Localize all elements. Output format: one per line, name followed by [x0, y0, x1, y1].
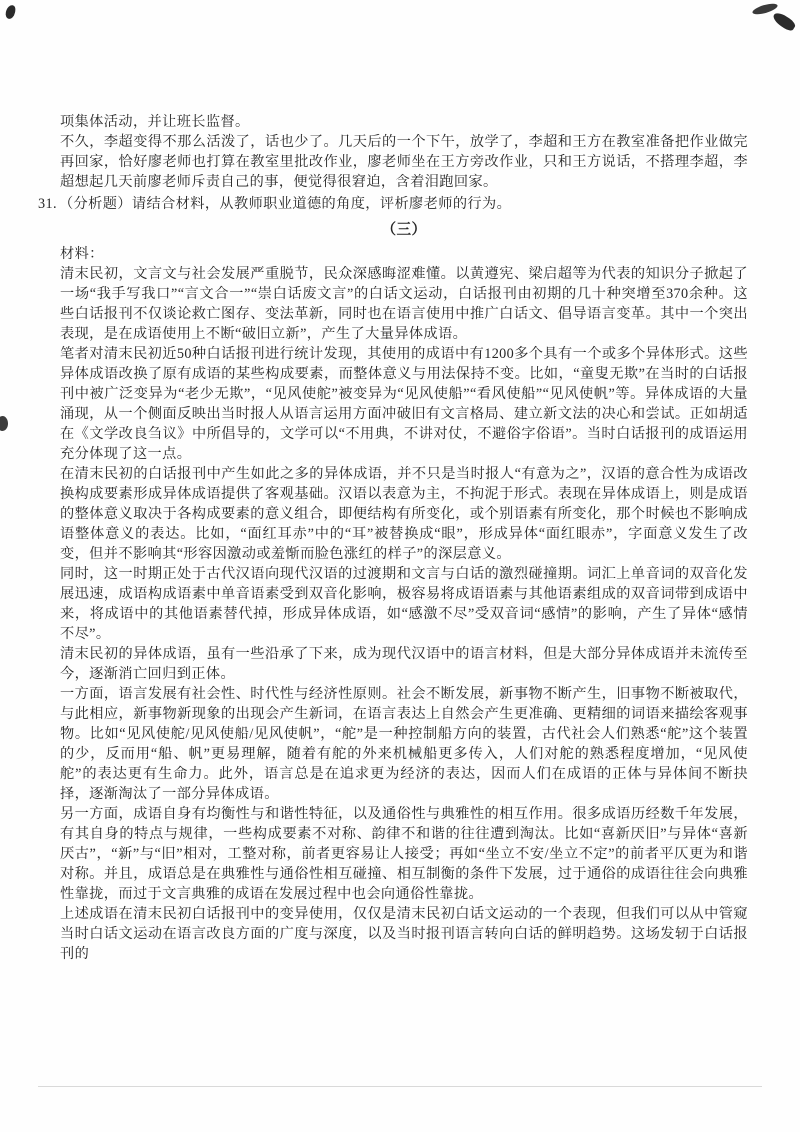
material-paragraph-1: 清末民初，文言文与社会发展严重脱节，民众深感晦涩难懂。以黄遵宪、梁启超等为代表的知识分子掀起了一场“我手写我口”“言文合一”“崇白话废文言”的白话文运动，白话报刊由初期的几十种突增至370余种。这些白话报刊不仅谈论救亡图存、变法革新，同时也在语言使用中推广白话文、倡导语言变革。其中一个突出表现，是在成语使用上不断“破旧立新”，产生了大量异体成语。 [60, 266, 748, 342]
material-paragraph-5: 清末民初的异体成语，虽有一些沿承了下来，成为现代汉语中的语言材料，但是大部分异体成语并未流传至今，逐渐消亡回归到正体。 [60, 646, 748, 682]
scan-artifact-top-left [5, 4, 17, 20]
scan-artifact-left-edge [0, 416, 8, 431]
question-31 [38, 194, 748, 214]
narrative-paragraph: 不久，李超变得不那么活泼了，话也少了。几天后的一个下午，放学了，李超和王方在教室准备把作业做完再回家，恰好廖老师也打算在教室里批改作业，廖老师坐在王方旁改作业，只和王方说话，不搭理李超，李超想起几天前廖老师斥责自己的事，便觉得很窘迫，含着泪跑回家。 [60, 134, 748, 190]
question-text: 请结合材料，从教师职业道德的角度，评析廖老师的行为。 [131, 196, 512, 212]
material-paragraph-4: 同时，这一时期正处于古代汉语向现代汉语的过渡期和文言与白话的激烈碰撞期。词汇上单音词的双音化发展迅速，成语构成语素中单音语素受到双音化影响，极容易将成语语素与其他语素组成的双音词带到成语中来，将成语中的其他语素替代掉，形成异体成语，如“感激不尽”受双音词“感情”的影响，产生了异体“感情不尽”。 [60, 566, 748, 642]
section-title: （三） [381, 222, 427, 238]
material-paragraph-7: 另一方面，成语自身有均衡性与和谐性特征，以及通俗性与典雅性的相互作用。很多成语历经数千年发展，有其自身的特点与规律，一些构成要素不对称、韵律不和谐的往往遭到淘汰。比如“喜新厌旧”与异体“喜新厌古”，“新”与“旧”相对，工整对称，前者更容易让人接受；再如“坐立不安/坐立不定”的前者平仄更为和谐对称。并且，成语总是在典雅性与通俗性相互碰撞、相互制衡的条件下发展，过于通俗的成语往往会向典雅性靠拢，而过于文言典雅的成语在发展过程中也会向通俗性靠拢。 [60, 806, 748, 902]
material-paragraph-6: 一方面，语言发展有社会性、时代性与经济性原则。社会不断发展，新事物不断产生，旧事物不断被取代，与此相应，新事物新现象的出现会产生新词，在语言表达上自然会产生更准确、更精细的词语来描绘客观事物。比如“见风使舵/见风使船/见风使帆”，“舵”是一种控制船方向的装置，古代社会人们熟悉“舵”这个装置的少，反而用“船、帆”更易理解，随着有舵的外来机械船更多传入，人们对舵的熟悉程度增加，“见风使舵”的表达更有生命力。此外，语言总是在追求更为经济的表达，因而人们在成语的正体与异体间不断抉择，逐渐淘汰了一部分异体成语。 [60, 686, 748, 802]
page-bottom-rule [38, 1086, 762, 1087]
material-paragraph-2: 笔者对清末民初近50种白话报刊进行统计发现，其使用的成语中有1200多个具有一个或多个异体形式。这些异体成语改换了原有成语的某些构成要素，而整体意义与用法保持不变。比如，“童叟无欺”在当时的白话报刊中被广泛变异为“老少无欺”，“见风使舵”被变异为“见风使船”“看风使船”“见风使帆”等。异体成语的大量涌现，从一个侧面反映出当时报人从语言运用方面冲破旧有文言格局、建立新文法的决心和尝试。正如胡适在《文学改良刍议》中所倡导的，文学可以“不用典，不讲对仗，不避俗字俗语”。当时白话报刊的成语运用充分体现了这一点。 [60, 346, 748, 462]
continuation-line: 项集体活动，并让班长监督。 [60, 114, 250, 130]
question-number: 31. [38, 196, 57, 212]
scan-artifact-top-right-2 [771, 10, 797, 32]
question-type-label: （分析题） [58, 196, 132, 212]
material-paragraph-3: 在清末民初的白话报刊中产生如此之多的异体成语，并不只是当时报人“有意为之”，汉语的意合性为成语改换构成要素形成异体成语提供了客观基础。汉语以表意为主，不拘泥于形式。表现在异体成语上，则是成语的整体意义取决于各构成要素的意义组合，即便结构有所变化，或个别语素有所变化，那个时候也不影响成语整体意义的表达。比如，“面红耳赤”中的“耳”被替换成“眼”，形成异体“面红眼赤”，字面意义发生了改变，但并不影响其“形容因激动或羞惭而脸色涨红的样子”的深层意义。 [60, 466, 748, 562]
material-label: 材料： [60, 246, 104, 262]
material-paragraph-8: 上述成语在清末民初白话报刊中的变异使用，仅仅是清末民初白话文运动的一个表现，但我们可以从中管窥当时白话文运动在语言改良方面的广度与深度，以及当时报刊语言转向白话的鲜明趋势。这场发轫于白话报刊的 [60, 906, 748, 962]
document-content [38, 112, 748, 964]
